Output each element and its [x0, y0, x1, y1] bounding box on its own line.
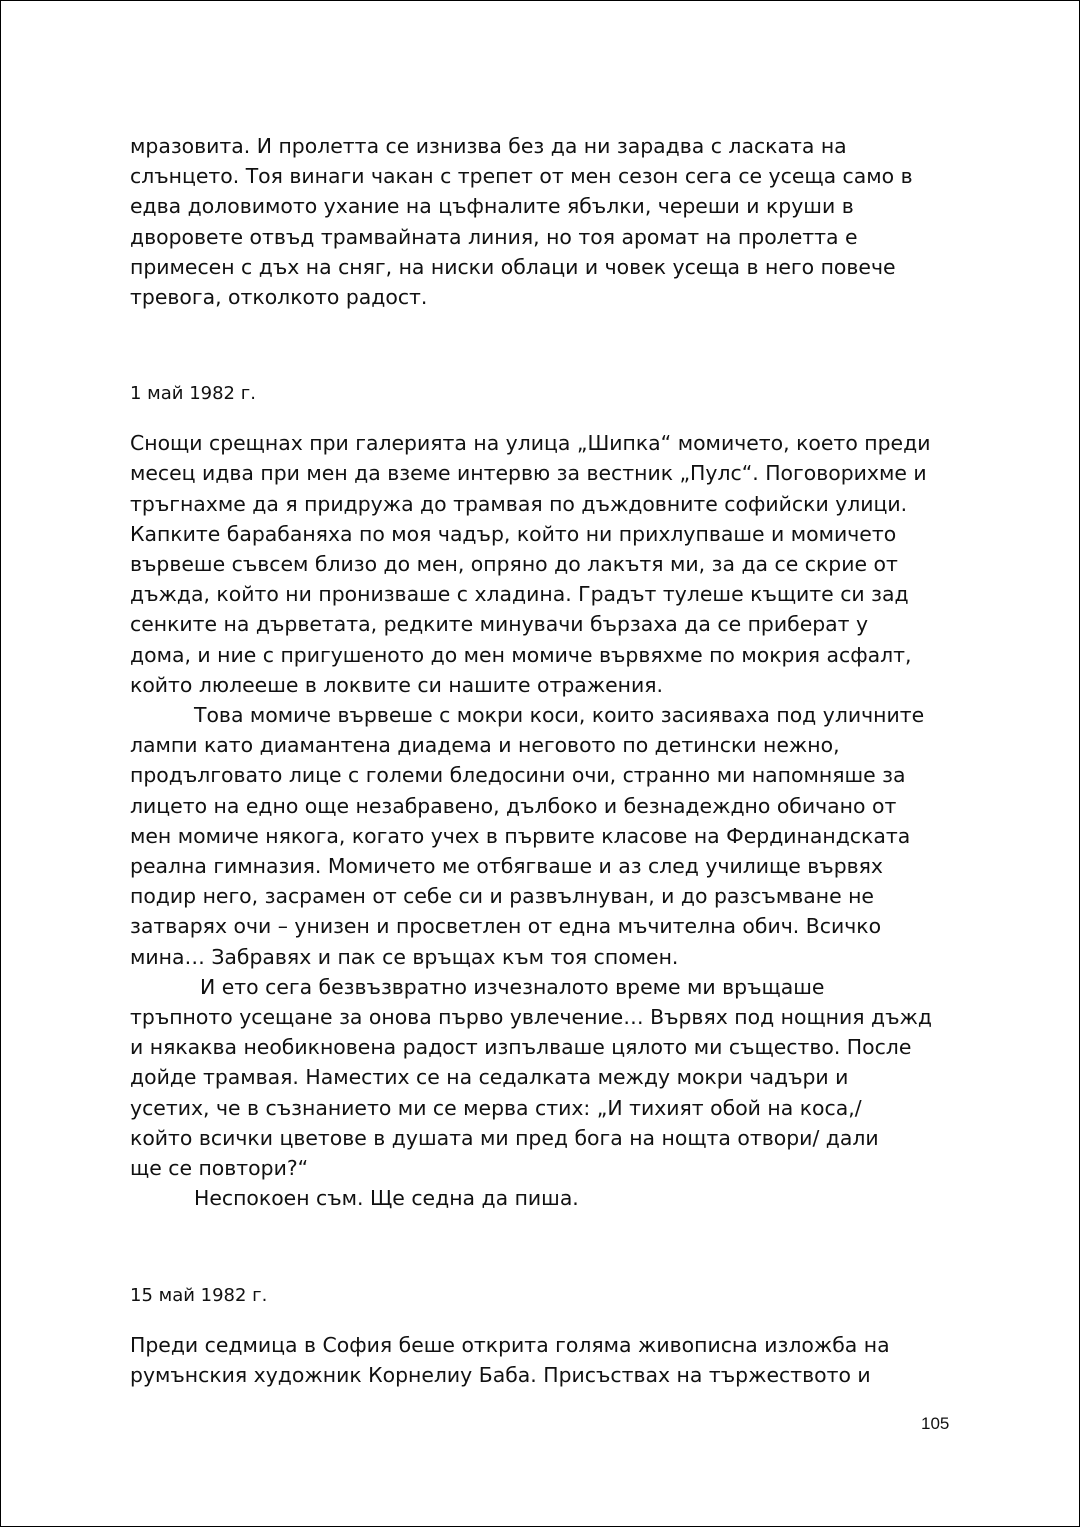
text-line: И ето сега безвъзвратно изчезналото време ми връщаше	[200, 974, 825, 999]
page-body	[130, 131, 960, 1390]
entry-date: 1 май 1982 г.	[130, 383, 256, 405]
text-line: и някаква необикновена радост изпълваше цялото ми същество. После	[130, 1035, 912, 1060]
text-line: дъжда, който ни пронизваше с хладина. Градът тулеше къщите си зад	[130, 582, 909, 607]
text-line: месец идва при мен да вземе интервю за вестник „Пулс“. Поговорихме и	[130, 461, 927, 486]
text-line: подир него, засрамен от себе си и развълнуван, и до разсъмване не	[130, 884, 874, 909]
text-line: който всички цветове в душата ми пред бога на нощта отвори/ дали	[130, 1125, 879, 1150]
text-line: Капките барабаняха по моя чадър, който ни прихлупваше и момичето	[130, 521, 897, 546]
text-line: реална гимназия. Момичето ме отбягваше и аз след училище вървях	[130, 854, 883, 879]
paragraph	[130, 700, 960, 972]
paragraph	[130, 1330, 960, 1390]
text-line: дойде трамвая. Наместих се на седалката между мокри чадъри и	[130, 1065, 849, 1090]
paragraph	[130, 972, 960, 1183]
paragraph	[130, 1183, 960, 1213]
text-line: вървеше съвсем близо до мен, опряно до лакътя ми, за да се скрие от	[130, 552, 898, 577]
text-line: лицето на едно още незабравено, дълбоко и безнадеждно обичано от	[130, 793, 897, 818]
text-line: тръпното усещане за онова първо увлечение… Вървях под нощния дъжд	[130, 1005, 932, 1030]
text-line: затварях очи – унизен и просветлен от една мъчителна обич. Всичко	[130, 914, 882, 939]
text-line: Снощи срещнах при галерията на улица „Шипка“ момичето, което преди	[130, 431, 931, 456]
page-number: 105	[921, 1414, 950, 1433]
text-line: Преди седмица в София беше открита голяма живописна изложба на	[130, 1332, 890, 1357]
text-line: тръгнахме да я придружа до трамвая по дъждовните софийски улици.	[130, 491, 908, 516]
text-line: румънския художник Корнелиу Баба. Присъствах на тържеството и	[130, 1362, 871, 1387]
text-line: мразовита. И пролетта се изнизва без да ни зарадва с ласката на	[130, 134, 847, 158]
text-line: Това момиче вървеше с мокри коси, които засияваха под уличните	[194, 703, 925, 728]
text-line: примесен с дъх на сняг, на ниски облаци и човек усеща в него повече	[130, 254, 896, 279]
text-line: който люлееше в локвите си нашите отражения.	[130, 672, 664, 697]
text-line: дома, и ние с пригушеното до мен момиче вървяхме по мокрия асфалт,	[130, 642, 912, 667]
text-line: сенките на дърветата, редките минувачи бързаха да се приберат у	[130, 612, 869, 637]
text-line: мина… Забравях и пак се връщах към тоя спомен.	[130, 944, 679, 969]
text-line: мен момиче някога, когато учех в първите класове на Фердинандската	[130, 823, 911, 848]
text-line: продълговато лице с големи бледосини очи, странно ми напомняше за	[130, 763, 906, 788]
paragraph	[130, 428, 960, 700]
text-line: Неспокоен съм. Ще седна да пиша.	[194, 1186, 579, 1211]
paragraph	[130, 131, 960, 312]
text-line: усетих, че в съзнанието ми се мерва стих: „И тихият обой на коса,/	[130, 1095, 862, 1120]
text-line: тревога, отколкото радост.	[130, 285, 428, 310]
text-line: слънцето. Тоя винаги чакан с трепет от мен сезон сега се усеща само в	[130, 164, 913, 189]
entry-date: 15 май 1982 г.	[130, 1284, 268, 1306]
text-line: лампи като диамантена диадема и неговото по детински нежно,	[130, 733, 840, 758]
text-line: дворовете отвъд трамвайната линия, но тоя аромат на пролетта е	[130, 224, 858, 249]
text-line: ще се повтори?“	[130, 1156, 309, 1181]
text-line: едва доловимото ухание на цъфналите ябълки, череши и круши в	[130, 194, 854, 219]
